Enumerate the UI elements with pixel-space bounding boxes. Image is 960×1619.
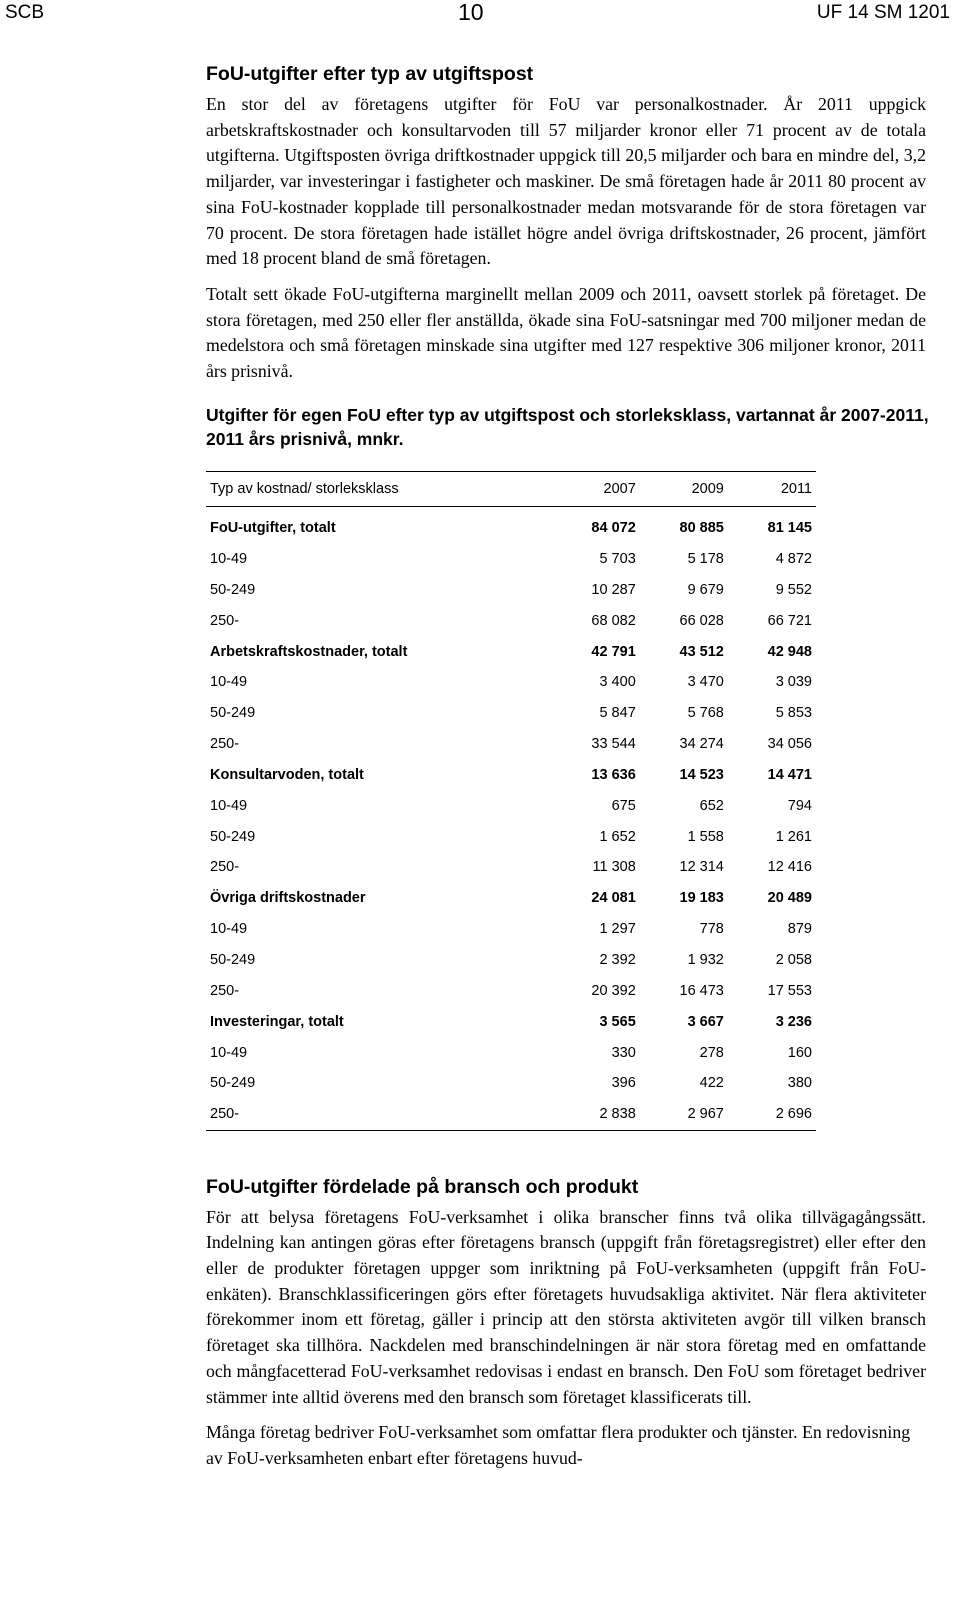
cell-2007: 42 791: [591, 643, 636, 660]
cell-2007: 84 072: [591, 520, 636, 537]
cell-2011: 12 416: [767, 859, 812, 876]
page-header: [0, 0, 960, 34]
table-row: [206, 605, 816, 636]
cell-category: 250-: [206, 1099, 552, 1130]
paragraph-industry-classification: För att belysa företagens FoU-verksamhet i olika branscher finns två olika tillvägagångssätt. Indelning kan antingen göras efter företagens bransch (uppgift från företagsregistret) eller efter den eller de produkter företagen uppger som inriktning på FoU-verksamheten (uppgift från FoU-enkäten). Branschklassificeringen görs efter företagets huvudsakliga aktivitet. När flera aktiviteter förekommer inom ett företag, gäller i princip att den största aktiviteten avgör till vilken bransch företaget ska tillhöra. Nackdelen med branschindelningen är när stora företag med en omfattande och mångfacetterad FoU-verksamhet redovisas i endast en bransch. Den FoU som företaget bedriver stämmer inte alltid överens med den bransch som företaget klassificerats till.: [206, 1206, 926, 1407]
cell-2011: 2 696: [728, 1099, 816, 1130]
table-row: [206, 1006, 816, 1037]
cell-category: 10-49: [210, 797, 248, 814]
page-content: [206, 62, 929, 1482]
cell-2007: 3 565: [599, 1013, 636, 1030]
table-row: [206, 1068, 816, 1099]
cell-2009: 1 932: [687, 951, 724, 968]
cell-category: 250-: [210, 982, 240, 999]
cell-2009: 278: [699, 1044, 724, 1061]
cell-2007: 675: [611, 797, 636, 814]
cell-2009: 14 523: [679, 766, 724, 783]
table-row: [206, 914, 816, 945]
table-row: [206, 821, 816, 852]
cell-2009: 3 667: [687, 1013, 724, 1030]
cell-2009: 5 768: [687, 705, 724, 722]
header-org: SCB: [5, 2, 45, 23]
cell-2009: 3 470: [687, 674, 724, 691]
col-header-2007: 2007: [552, 471, 640, 506]
cell-2007: 3 400: [599, 674, 636, 691]
table-row: [206, 759, 816, 790]
table-title: Utgifter för egen FoU efter typ av utgiftspost och storleksklass, vartannat år 2007-2011, 2011 års prisnivå, mnkr.: [206, 404, 929, 449]
table-row: [206, 506, 816, 543]
cell-2007: 396: [611, 1075, 636, 1092]
cell-2009: 778: [699, 921, 724, 938]
cell-2007: 13 636: [591, 766, 636, 783]
cell-category: Investeringar, totalt: [210, 1013, 344, 1030]
col-header-type: Typ av kostnad/ storleksklass: [206, 471, 552, 506]
cell-category: 250-: [210, 612, 240, 629]
cell-2009: 5 178: [687, 551, 724, 567]
paragraph-expense-change: Totalt sett ökade FoU-utgifterna marginellt mellan 2009 och 2011, oavsett storlek på företaget. De stora företagen, med 250 eller fler anställda, ökade sina FoU-satsningar med 700 miljoner medan de medelstora och små företagen minskade sina utgifter med 127 respektive 306 miljoner kronor, 2011 års prisnivå.: [206, 283, 926, 382]
cell-2011: 2 058: [775, 951, 812, 968]
cell-2011: 794: [787, 797, 812, 814]
cell-2011: 34 056: [767, 736, 812, 753]
cell-category: Arbetskraftskostnader, totalt: [210, 643, 408, 660]
cell-2011: 3 236: [775, 1013, 812, 1030]
table-row: [206, 790, 816, 821]
cell-2007: 68 082: [591, 612, 636, 629]
cell-category: 50-249: [210, 951, 256, 968]
cell-category: 10-49: [210, 551, 248, 567]
table-row: [206, 1037, 816, 1068]
table-row: [206, 945, 816, 976]
cell-category: 10-49: [210, 674, 248, 691]
cell-category: 10-49: [210, 1044, 248, 1061]
table-row: [206, 1099, 816, 1130]
cell-2011: 5 853: [775, 705, 812, 722]
cell-2011: 380: [787, 1075, 812, 1092]
cell-2007: 5 703: [599, 551, 636, 567]
cell-2009: 9 679: [687, 581, 724, 598]
cell-category: 10-49: [210, 921, 248, 938]
page-number: 10: [458, 0, 484, 25]
table-row: [206, 975, 816, 1006]
cell-2009: 43 512: [679, 643, 724, 660]
cell-2007: 33 544: [591, 736, 636, 753]
cell-2011: 42 948: [767, 643, 812, 660]
header-report-id: UF 14 SM 1201: [816, 2, 950, 23]
cell-category: 50-249: [210, 828, 256, 845]
cell-category: 250-: [210, 736, 240, 753]
cell-2009: 422: [699, 1075, 724, 1092]
cell-category: 50-249: [210, 705, 256, 722]
cell-2011: 9 552: [775, 581, 812, 598]
cell-2011: 879: [787, 921, 812, 938]
cell-category: Övriga driftskostnader: [210, 890, 366, 907]
cell-2009: 1 558: [687, 828, 724, 845]
cell-2009: 12 314: [679, 859, 724, 876]
paragraph-products-services: Många företag bedriver FoU-verksamhet som omfattar flera produkter och tjänster. En redovisning av FoU-verksamheten enbart efter företagens huvud-: [206, 1422, 911, 1468]
cell-2007: 24 081: [591, 890, 636, 907]
col-header-2011: 2011: [728, 471, 816, 506]
col-header-2009: 2009: [640, 471, 728, 506]
table-row: [206, 667, 816, 698]
cell-2009: 16 473: [679, 982, 724, 999]
table-row: [206, 852, 816, 883]
table-row: [206, 729, 816, 760]
table-row: [206, 883, 816, 914]
paragraph-expense-overview: En stor del av företagens utgifter för FoU var personalkostnader. År 2011 uppgick arbetskraftskostnader och konsultarvoden till 57 miljarder kronor eller 71 procent av de totala utgifterna. Utgiftsposten övriga driftkostnader uppgick till 20,5 miljarder och bara en mindre del, 3,2 miljarder, var investeringar i fastigheter och maskiner. De små företagen hade år 2011 80 procent av sina FoU-kostnader kopplade till personalkostnader medan motsvarande för de stora företagen var 70 procent. De stora företagen hade istället högre andel övriga driftskostnader, 26 procent, jämfört med 18 procent bland de små företagen.: [206, 94, 926, 269]
cell-2011: 1 261: [775, 828, 812, 845]
cell-2009: 652: [699, 797, 724, 814]
table-row: [206, 698, 816, 729]
cell-2011: 66 721: [767, 612, 812, 629]
section-industry-product: [206, 1175, 926, 1472]
cell-2009: 80 885: [679, 520, 724, 537]
table-row: [206, 544, 816, 575]
table-row: [206, 636, 816, 667]
cell-2007: 2 392: [599, 951, 636, 968]
cell-2011: 81 145: [767, 520, 812, 537]
cell-2009: 66 028: [679, 612, 724, 629]
cell-category: Konsultarvoden, totalt: [210, 766, 364, 783]
cell-2007: 10 287: [591, 581, 636, 598]
cell-2011: 160: [787, 1044, 812, 1061]
section-heading-expense-type: FoU-utgifter efter typ av utgiftspost: [206, 63, 534, 85]
cell-2011: 4 872: [775, 551, 812, 567]
cell-2007: 2 838: [552, 1099, 640, 1130]
cell-category: FoU-utgifter, totalt: [210, 520, 336, 537]
cell-2007: 1 297: [599, 921, 636, 938]
cell-category: 50-249: [210, 1075, 256, 1092]
table-row: [206, 574, 816, 605]
cell-2011: 20 489: [767, 890, 812, 907]
cell-category: 250-: [210, 859, 240, 876]
cell-2007: 330: [611, 1044, 636, 1061]
cell-2011: 3 039: [775, 674, 812, 691]
cell-2007: 5 847: [599, 705, 636, 722]
cell-2007: 1 652: [599, 828, 636, 845]
cell-2009: 2 967: [640, 1099, 728, 1130]
table-header-row: [206, 471, 816, 506]
cell-2007: 11 308: [592, 859, 636, 876]
table-body: [206, 506, 816, 1130]
cell-2009: 34 274: [679, 736, 724, 753]
cell-2011: 14 471: [767, 766, 812, 783]
cell-category: 50-249: [210, 581, 256, 598]
section-heading-industry-product: FoU-utgifter fördelade på bransch och produkt: [206, 1175, 639, 1198]
cell-2009: 19 183: [679, 890, 724, 907]
cell-2011: 17 553: [767, 982, 812, 999]
expense-table: [206, 471, 816, 1131]
cell-2007: 20 392: [591, 982, 636, 999]
